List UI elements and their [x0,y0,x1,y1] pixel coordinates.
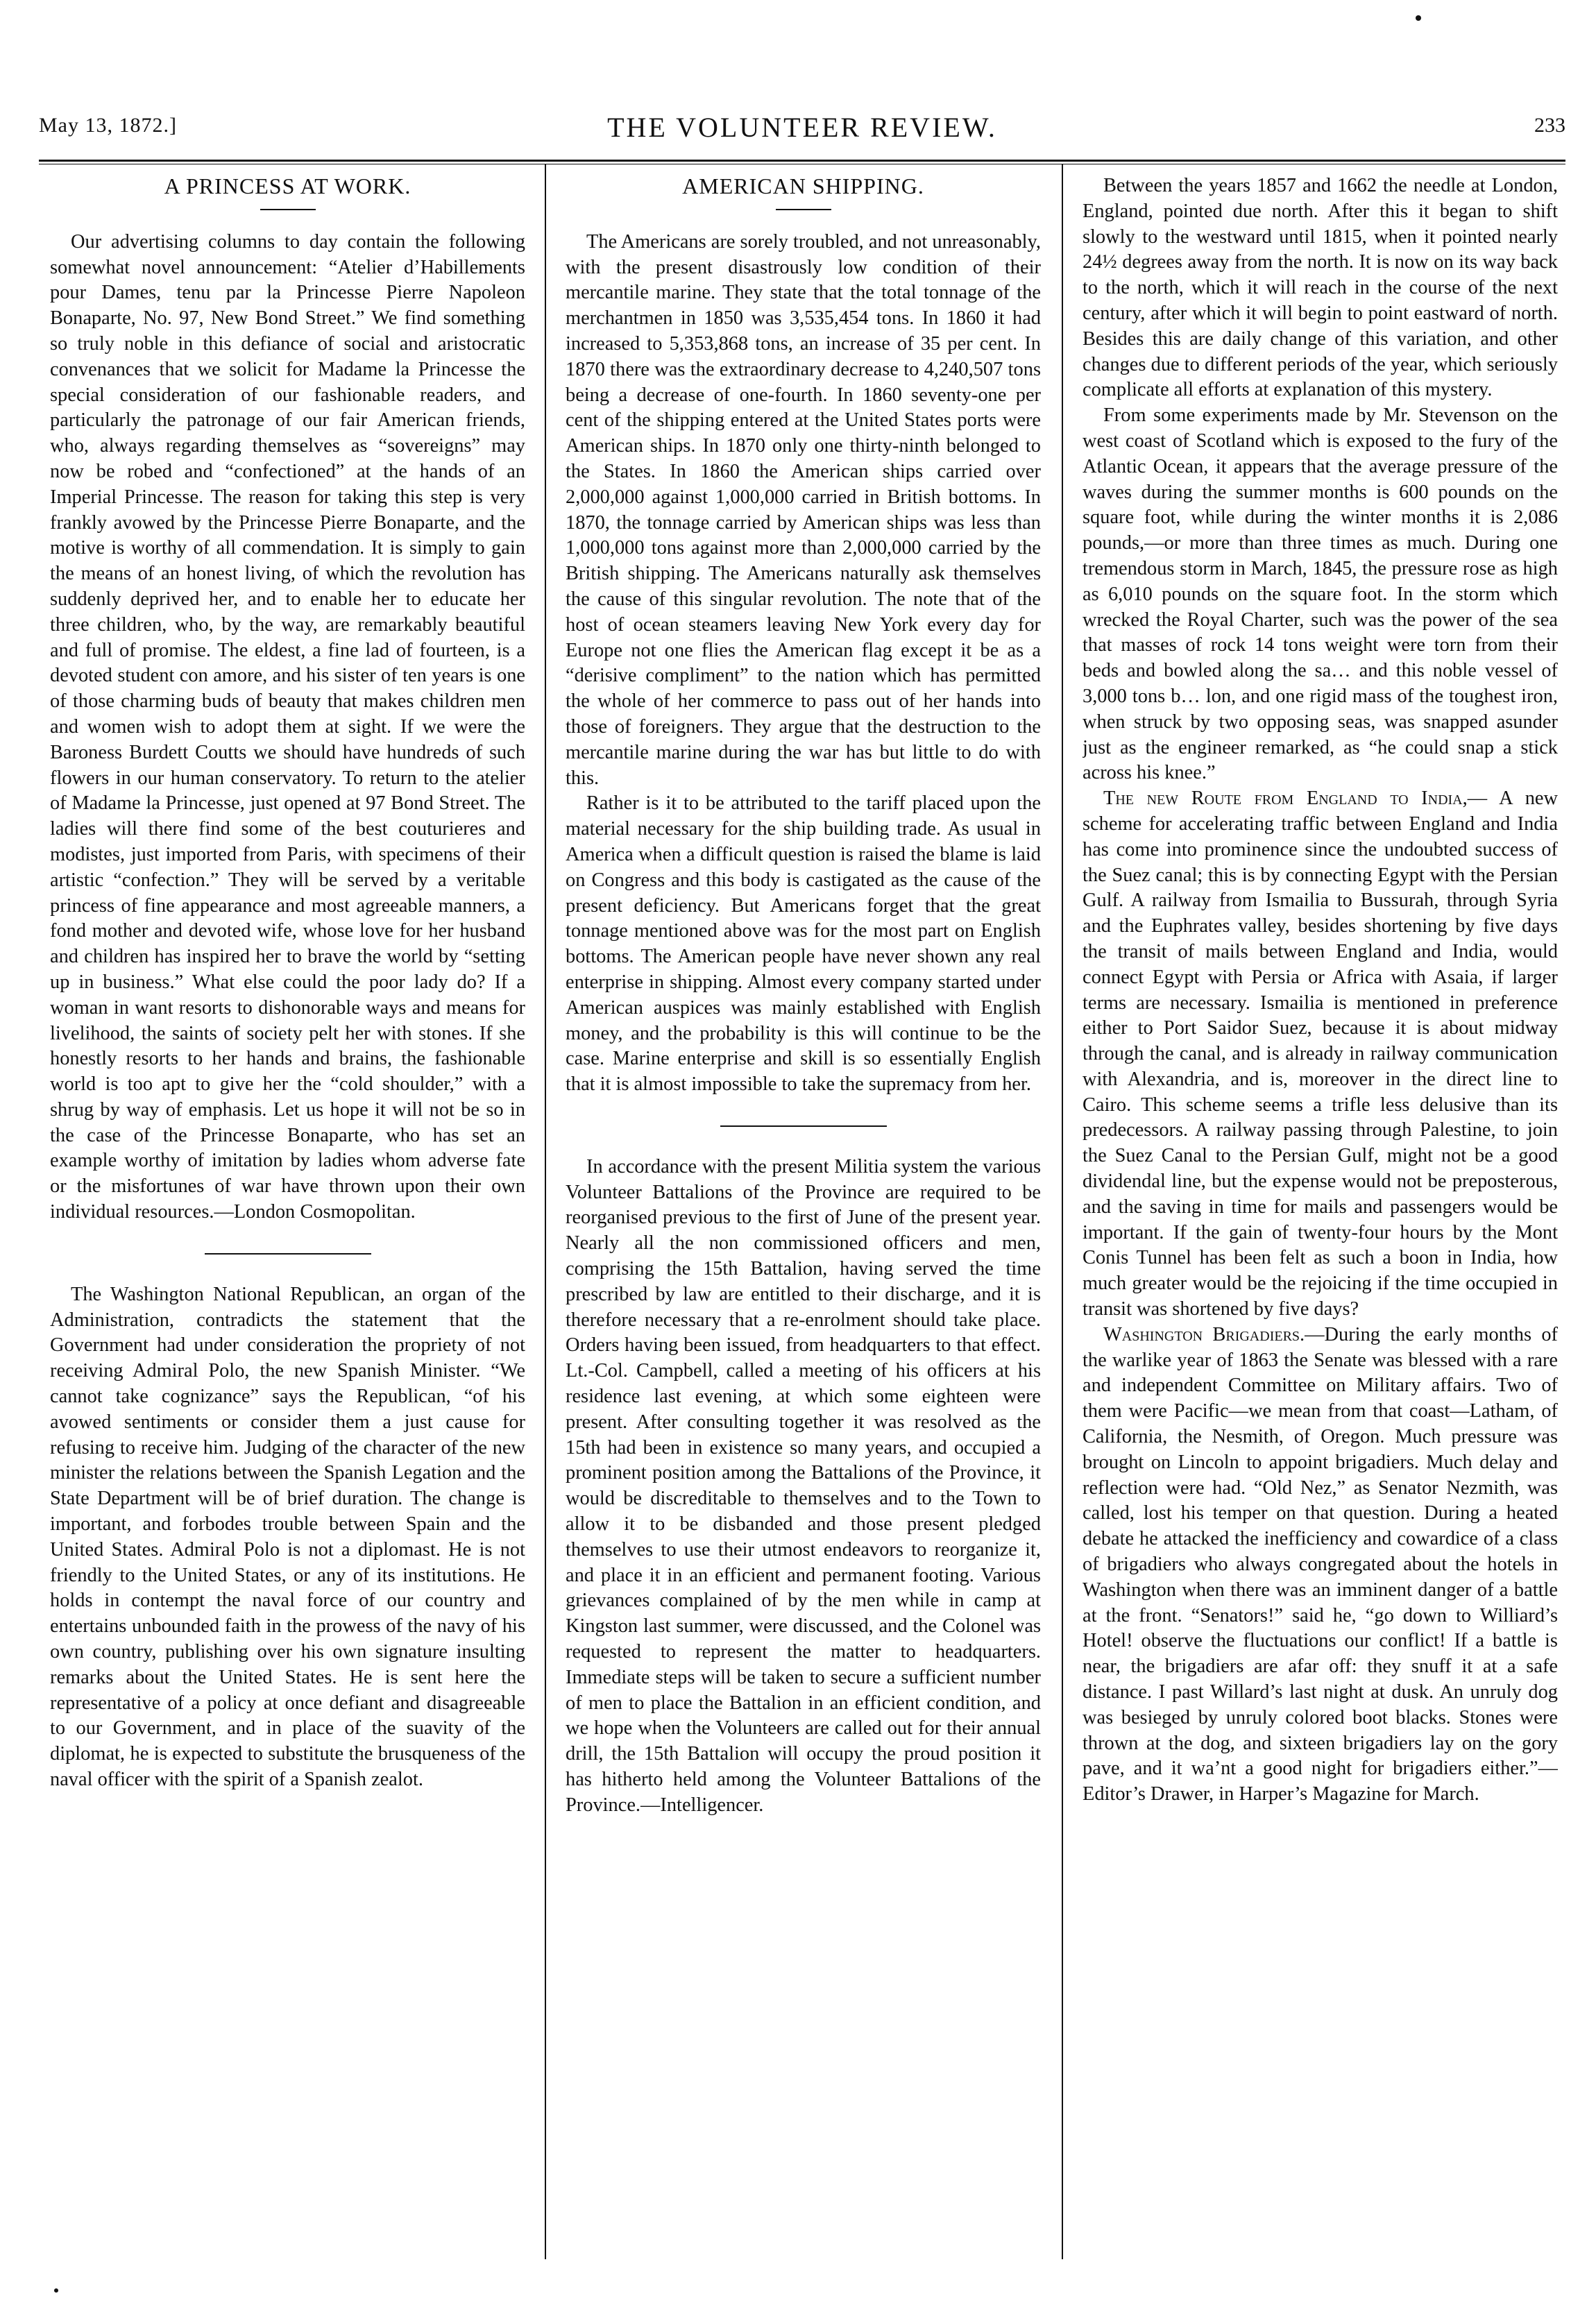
column-3 [1083,173,1558,2255]
article-paragraph: Between the years 1857 and 1662 the needle at London, England, pointed due north. After this it began to shift slowly to the westward until 1815, when it pointed nearly 24½ degrees away from the north. It is now on its way back to the north, which it will reach in the course of the next century, after which it will begin to point eastward of north. Besides this are daily change of this variation, and other changes due to different periods of the year, which seriously complicate all efforts at explanation of this mystery. [1083,175,1558,401]
article-paragraph [1083,786,1558,1323]
article-paragraph [1083,1323,1558,1808]
article-paragraph: The Americans are sorely troubled, and not unreasonably, with the present disastrously low condition of their mercantile marine. They state that the total tonnage of the merchantmen in 1850 was 3,535,454 tons. In 1860 it had increased to 5,353,868 tons, an increase of 35 per cent. In 1870 there was the extraordinary decrease to 4,240,507 tons being a decrease of one-fourth. In 1860 seventy-one per cent of the shipping entered at the United States ports were American ships. In 1870 only one thirty-ninth belonged to the States. In 1860 the American ships carried over 2,000,000 against 1,000,000 carried in British bottoms. In 1870, the tonnage carried by American ships was less than 1,000,000 tons against more than 2,000,000 carried by the British shipping. The Americans naturally ask themselves the cause of this singular revolution. The note that of the host of ocean steamers leaving New York every day for Europe not one flies the American flag except it be as a “derisive compliment” to the nation which has permitted the whole of her commerce to pass out of her hands into those of foreigners. They argue that the destruction to the mercantile marine during the war has but little to do with this. [566,230,1041,789]
paragraph-body: —During the early months of the warlike year of 1863 the Senate was blessed with a rare and independent Committee on Military affairs. Two of them were Pacific—we mean from that coast—Latham, of California, the Nesmith, of Oregon. Much pressure was brought on Lincoln to appoint brigadiers. Much delay and reflection were had. “Old Nez,” as Senator Nezmith, was called, lost his temper on that question. During a heated debate he attacked the inefficiency and cowardice of a class of brigadiers who always congregated about the hotels in Washington when there was an imminent danger of a battle at the front. “Senators!” said he, “go down to Williard’s Hotel! observe the fluctuations our conflict! If a battle is near, the brigadiers are afar off: they snuff it at a safe distance. I past Willard’s last night at dusk. An unruly dog was besieged by unruly colored boot blacks. Stones were thrown at the dog, and sixteen brigadiers lay on the gory pave, and it wa’nt a good night for brigadiers either.”—Editor’s Drawer, in Harper’s Magazine for March. [1083,1323,1558,1805]
column-divider-1 [545,164,546,2259]
article-paragraph: Rather is it to be attributed to the tariff placed upon the material necessary for the ship building trade. As usual in America when a difficult question is raised the blame is laid on Congress and this body is castigated as the cause of the present deficiency. But Americans forget that the great tonnage mentioned above was for the most part on English bottoms. The American people have never shown any real enterprise in shipping. Almost every company started under American auspices was mainly established with English money, and the probability is this will continue to be the case. Marine enterprise and skill is so essentially English that it is almost impossible to take the supremacy from her. [566,792,1041,1096]
article-separator [205,1253,371,1255]
article-paragraph: Our advertising columns to day contain the following somewhat novel announcement: “Atelier d’Habillements pour Dames, tenu par la Princesse Pierre Napoleon Bonaparte, No. 97, New Bond Street.” We find something so truly noble in this defiance of social and aristocratic convenances that we solicit for Madame la Princesse the special consideration of our fashionable readers, and particularly the patronage of our fair American friends, who, always regarding themselves as “sovereigns” may now be robed and “confectioned” at the hands of an Imperial Princesse. The reason for taking this step is very frankly avowed by the Princesse Pierre Bonaparte, and the motive is worthy of all commendation. It is simply to gain the means of an honest living, of which the revolution has suddenly deprived her, and to enable her to educate her three children, who, by the way, are remarkably beautiful and full of promise. The eldest, a fine lad of fourteen, is a devoted student con amore, and his sister of ten years is one of those charming buds of beauty that makes children men and women wish to adopt them at sight. If we were the Baroness Burdett Coutts we should have hundreds of such flowers in our human conservatory. To return to the atelier of Madame la Princesse, just opened at 97 Bond Street. The ladies will there find some of the best couturieres and modistes, just imported from Paris, with specimens of their artistic “confection.” They will be served by a veritable princess of fine appearance and most agreeable manners, a fond mother and devoted wife, whose love for her husband and children has inspired her to brave the world by “setting up in business.” What else could the poor lady do? If a woman in want resorts to dishonorable ways and means for livelihood, the saints of society pelt her with stones. If she honestly resorts to her hands and brains, the fashionable world is too apt to give her the “cold shoulder,” with a shrug by way of emphasis. Let us hope it will not be so in the case of the Princesse Bonaparte, who has set an example worthy of imitation by ladies whom adverse fate or the misfortunes of war have thrown upon their own individual resources.—London Cosmopolitan. [50,230,525,1223]
article-separator [720,1125,887,1127]
article-heading-princess: A PRINCESS AT WORK. [164,173,411,198]
column-2 [566,173,1041,2255]
paragraph-lead: Washington Brigadiers. [1103,1323,1305,1345]
column-1 [50,173,525,2255]
header-rule [39,160,1565,162]
heading-dash [776,209,831,210]
page-header [39,104,1565,143]
paragraph-body: A new scheme for accelerating traffic between England and India has come into prominence since the undoubted success of the Suez canal; this is by connecting Egypt with the Persian Gulf. A railway from Ismailia to Bussurah, through Syria and the Euphrates valley, besides shortening by five days the transit of mails between England and India, would connect Egypt with Persia or Africa with Asaia, if larger terms are necessary. Ismailia is mentioned in preference either to Port Saidor Suez, because it is about midway through the canal, and is already in railway communication with Alexandria, and is, moreover in the direct line to Cairo. This scheme seems a trifle less delusive than its predecessors. A railway passing through Palestine, to join the Suez Canal to the Persian Gulf, might not be a good dividendal line, but the expense would not be preposterous, and the saving in time for mails and passengers would be important. If the gain of twenty-four hours by the Mont Conis Tunnel has been felt as such a boon in India, how much greater would be the rejoicing if the time occupied in transit was shortened by five days? [1083,788,1558,1320]
article-paragraph: From some experiments made by Mr. Stevenson on the west coast of Scotland which is exposed to the fury of the Atlantic Ocean, it appears that the average pressure of the waves during the summer months is 600 pounds on the square foot, while during the winter months it is 2,086 pounds,—or more than three times as much. During one tremendous storm in March, 1845, the pressure rose as high as 6,010 pounds on the square foot. In the storm which wrecked the Royal Charter, such was the power of the sea that masses of rock 14 tons weight were torn from their beds and bowled along the sa… and this noble vessel of 3,000 tons b… lon, and one rigid mass of the toughest iron, when struck by two opposing seas, was snapped asunder just as the engineer remarked, as “he could snap a stick across his knee.” [1083,405,1558,784]
column-divider-2 [1062,164,1063,2259]
heading-dash [260,209,316,210]
article-paragraph: The Washington National Republican, an organ of the Administration, contradicts the statement that the Government had under consideration the propriety of not receiving Admiral Polo, the new Spanish Minister. “We cannot take cognizance” says the Republican, “of his avowed sentiments or consider them a just cause for refusing to receive him. Judging of the character of the new minister the relations between the Spanish Legation and the State Department will be of brief duration. The change is important, and forbodes trouble between Spain and the United States. Admiral Polo is not a diplomast. He is not friendly to the United States, or any of its institutions. He holds in contempt the naval force of our country and entertains unbounded faith in the prowess of the navy of his own country, publishing over his own signature insulting remarks about the United States. He is sent here the representative of a policy at once defiant and disagreeable to our Government, and in place of the suavity of the diplomat, he is expected to substitute the brusqueness of the naval officer with the spirit of a Spanish zealot. [50,1283,525,1791]
article-heading-shipping: AMERICAN SHIPPING. [682,173,924,198]
ink-speck [1416,15,1421,21]
issue-date: May 13, 1872.] [39,114,177,137]
paragraph-lead: The new Route from England to India,— [1103,788,1488,810]
ink-speck [54,2288,58,2293]
page-number: 233 [1534,114,1565,137]
publication-title: THE VOLUNTEER REVIEW. [607,112,997,143]
article-paragraph: In accordance with the present Militia system the various Volunteer Battalions of the Province are required to be reorganised previous to the first of June of the present year. Nearly all the non commissioned officers and men, comprising the 15th Battalion, having served the time prescribed by law are entitled to their discharge, and it is therefore necessary that a re-enrolment should take place. Orders having been issued, from headquarters to that effect. Lt.-Col. Campbell, called a meeting of his officers at his residence last evening, at which some eighteen were present. After consulting together it was resolved as the 15th had been in existence so many years, and occupied a prominent position among the Battalions of the Province, it would be discreditable to themselves and to the Town to allow it to be disbanded and those present pledged themselves to use their utmost endeavors to reorganize it, and place it in an efficient and permanent footing. Various grievances complained of by the men while in camp at Kingston last summer, were discussed, and the Colonel was requested to represent the matter to headquarters. Immediate steps will be taken to secure a sufficient number of men to place the Battalion in an efficient condition, and we hope when the Volunteers are called out for their annual drill, the 15th Battalion will occupy the proud position it has hitherto held among the Volunteer Battalions of the Province.—Intelligencer. [566,1155,1041,1816]
